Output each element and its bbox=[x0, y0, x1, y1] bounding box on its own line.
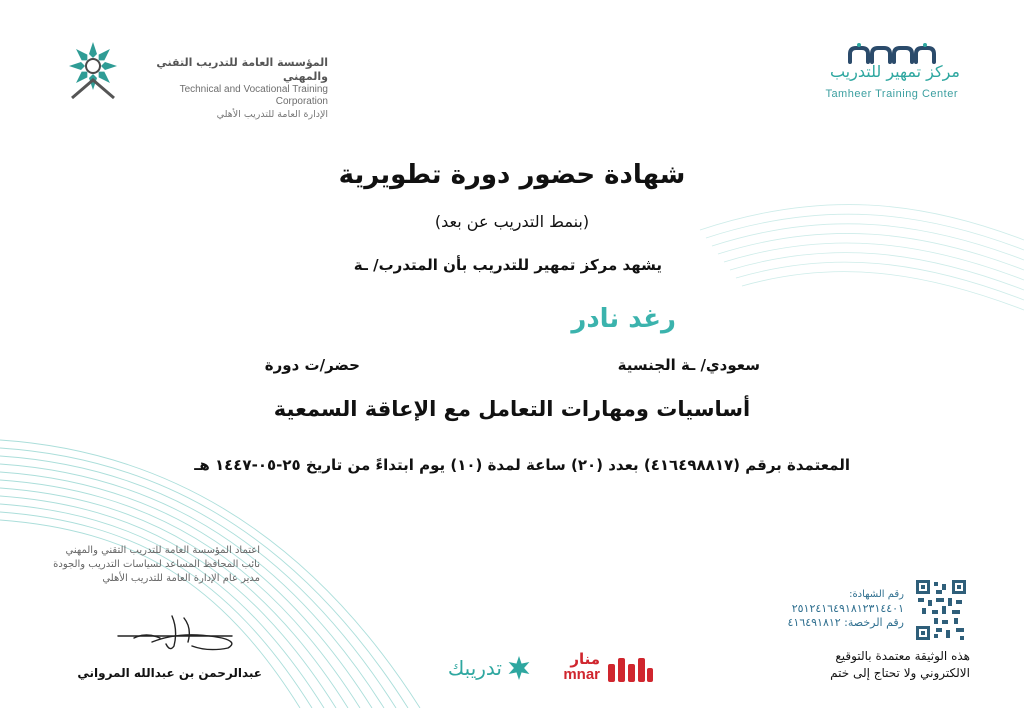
tadreebak-logo bbox=[426, 652, 532, 684]
signature-titles bbox=[40, 544, 260, 586]
tamheer-logo-icon bbox=[846, 42, 938, 64]
e-signature-note-line-2: الالكتروني ولا تحتاج إلى ختم bbox=[830, 666, 970, 680]
certificate-numbers bbox=[780, 588, 904, 630]
manar-mark-icon bbox=[606, 654, 654, 684]
signature-line-1: اعتماد المؤسسة العامة للتدريب التقني والمهني bbox=[65, 545, 260, 556]
course-details: المعتمدة برقم (٤١٦٤٩٨٨١٧) بعدد (٢٠) ساعة لمدة (١٠) يوم ابتداءً من تاريخ ٢٥-٠٥-١٤٤٧ هـ bbox=[194, 456, 850, 474]
manar-arabic: منار bbox=[570, 650, 600, 668]
tvtc-department: الإدارة العامة للتدريب الأهلي bbox=[216, 109, 328, 120]
qr-code-icon bbox=[916, 580, 966, 640]
tamheer-english-name: Tamheer Training Center bbox=[825, 88, 958, 100]
tamheer-arabic-name: مركز تمهير للتدريب bbox=[829, 62, 960, 81]
certificate-number-label: رقم الشهادة: bbox=[849, 589, 904, 600]
course-name: أساسيات ومهارات التعامل مع الإعاقة السمعية bbox=[273, 397, 751, 421]
certificate-intro: يشهد مركز تمهير للتدريب بأن المتدرب/ ـة bbox=[353, 256, 662, 274]
manar-english: mnar bbox=[563, 666, 600, 683]
trainee-name: رغد نادر bbox=[571, 304, 676, 334]
handwritten-signature-icon bbox=[112, 608, 252, 654]
e-signature-note-line-1: هذه الوثيقة معتمدة بالتوقيع bbox=[835, 649, 970, 663]
tadreebak-star-icon bbox=[506, 655, 532, 681]
tadreebak-label: تدريبك bbox=[447, 656, 502, 680]
tvtc-logo-icon bbox=[64, 38, 122, 102]
e-signature-note bbox=[780, 648, 970, 682]
certificate-title: شهادة حضور دورة تطويرية bbox=[338, 160, 686, 190]
signature-line-2: نائب المحافظ المساعد لسياسات التدريب والجودة bbox=[53, 559, 260, 570]
certificate-subtitle: (بنمط التدريب عن بعد) bbox=[434, 212, 590, 231]
manar-logo bbox=[550, 650, 654, 686]
signatory-name: عبدالرحمن بن عبدالله المرواني bbox=[77, 666, 262, 680]
license-number: رقم الرخصة: ٤١٦٤٩١٨١٢ bbox=[787, 616, 904, 629]
tvtc-english-name: Technical and Vocational Training Corporation bbox=[179, 84, 328, 107]
attended-label: حضر/ت دورة bbox=[264, 356, 360, 374]
signature-line-3: مدير عام الإدارة العامة للتدريب الأهلي bbox=[102, 573, 260, 584]
tvtc-header bbox=[128, 56, 328, 121]
certificate-number: ٢٥١٢٤١٦٤٩١٨١٢٣١٤٤٠١ bbox=[791, 602, 904, 615]
tvtc-arabic-name: المؤسسة العامة للتدريب التقني والمهني bbox=[156, 56, 328, 83]
trainee-nationality: سعودي/ ـة الجنسية bbox=[617, 356, 760, 374]
